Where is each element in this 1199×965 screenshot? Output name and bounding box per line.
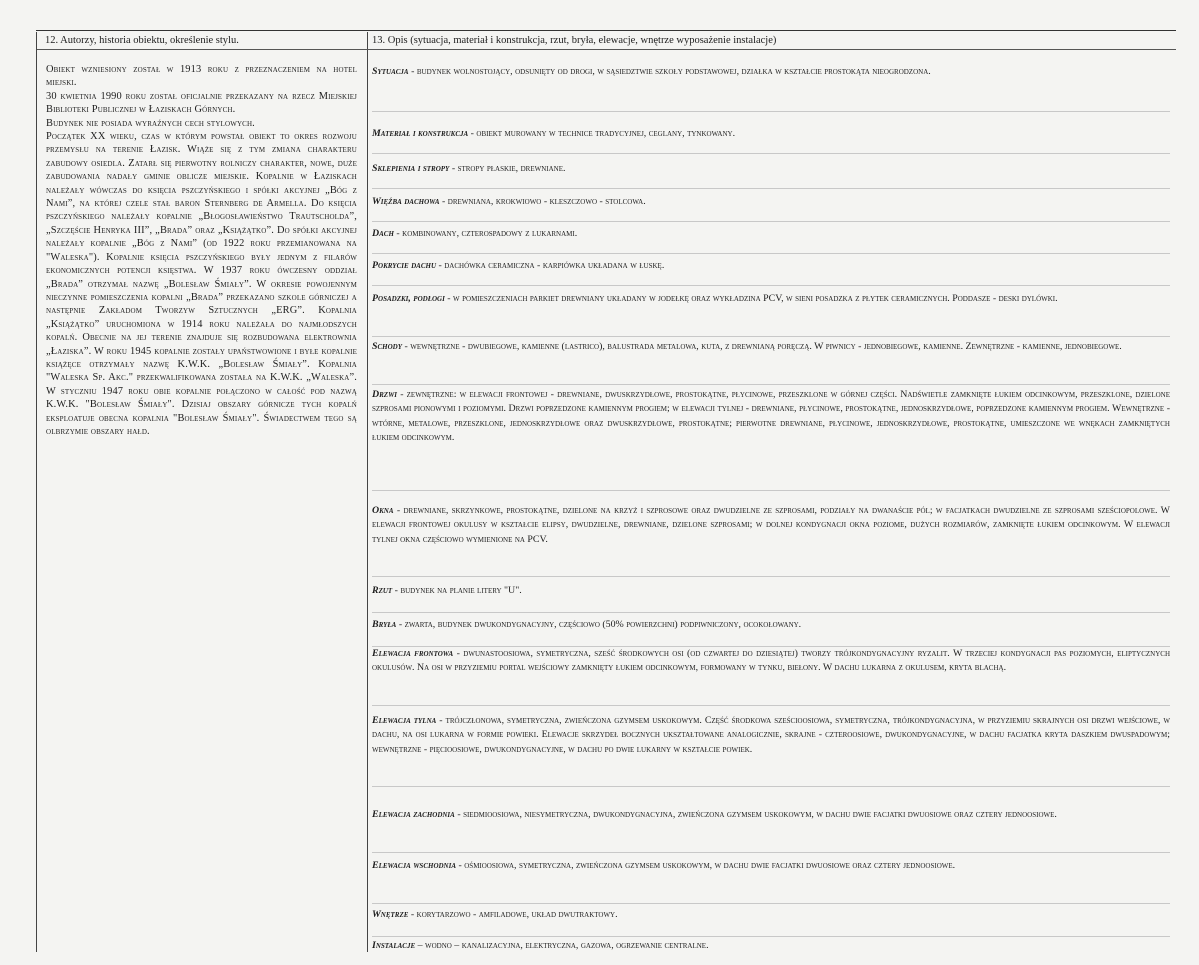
- entry-text: zwarta, budynek dwukondygnacyjny, częściowo (50% powierzchni) podpiwniczony, ocokołowany.: [404, 619, 802, 630]
- entry-pokrycie: Pokrycie dachu - dachówka ceramiczna - karpiówka układana w łuskę.: [372, 259, 1170, 286]
- entry-elewacja-tylna: Elewacja tylna - trójczłonowa, symetryczna, zwieńczona gzymsem uskokowym. Część środkowa sześcioosiowa, symetryczna, trójkondygnacyjna, w przyziemiu skrajnych osi drzwi wejściowe, w dachu, na osi lukarna w formie powieki. Elewacje skrzydeł bocznych ukształtowane analogicznie, skrajne - czteroosiowe, dwukondygnacyjne, w dachu facjatka kryta daszkiem dwuspadowym; wewnętrzne - pięcioosiowe, dwukondygnacyjne, w dachu po dwie lukarny w kształcie powiek.: [372, 714, 1170, 787]
- entry-key: Elewacja zachodnia: [372, 809, 455, 820]
- entry-key: Okna: [372, 505, 394, 516]
- entry-sklepienia: Sklepienia i stropy - stropy płaskie, drewniane.: [372, 162, 1170, 189]
- entry-text: stropy płaskie, drewniane.: [457, 163, 566, 174]
- entry-text: obiekt murowany w technice tradycyjnej, ceglany, tynkowany.: [476, 128, 736, 139]
- history-paragraph: Początek XX wieku, czas w którym powstał obiekt to okres rozwoju przemysłu na terenie Łazisk. Wiąże się z tym zmiana charakteru zabudowy osiedla. Zatarł się pierwotny rolniczy charakter, nowe, duże zabudowania nadały gminie oblicze miejskie. Kopalnie w Łaziskach należały wówczas do księcia pszczyńskiego i spółki akcyjnej „Bóg z Nami”, na której czele stał baron Sternberg de Armella. Do księcia pszczyńskiego należały kopalnie „Błogosławieństwo Trautscholda”, „Szczęście Henryka III”, „Brada” oraz „Książątko”. Do spółki akcyjnej należały kopalnie „Bóg z Nami” (od 1922 roku przemianowana na "Waleska"). Kopalnie księcia pszczyńskiego były jednym z filarów ekonomicznych potencji księstwa. W 1937 roku ówczesny oddział „Brada” otrzymał nazwę „Bolesław Śmiały”. W okresie powojennym nieczynne pomieszczenia kopalni „Brada” przekazano szkole górniczej a następnie Zakładom Tworzyw Sztucznych „ERG”. Kopalnia „Książątko” uruchomiona w 1914 roku należała do najmłodszych kopalń. Obecnie na jej terenie znajduje się rozbudowana elektrownia „Łaziska”. W roku 1945 kopalnie zostały upaństwowione i byłe kopalnie książęce otrzymały nazwę K.W.K. „Bolesław Śmiały”. Kopalnia "Waleska Sp. Akc." przekwalifikowana została na K.W.K. „Waleska”. W styczniu 1947 roku obie kopalnie połączono w całość pod nazwą K.W.K. "Bolesław Śmiały". Dzisiaj obszary górnicze tych kopalń eksploatuje obecna kopalnia "Bolesław Śmiały". Świadectwem tego są olbrzymie obszary hałd.: [46, 131, 357, 437]
- entry-key: Sklepienia i stropy: [372, 163, 450, 174]
- entry-instalacje: [372, 939, 1170, 965]
- entry-drzwi: Drzwi - zewnętrzne: w elewacji frontowej - drewniane, dwuskrzydłowe, prostokątne, płycinowe, przeszklone w górnej części. Nadświetle zamknięte łukiem odcinkowym, przeszklone, dzielone szprosami pionowymi i poziomymi. Drzwi poprzedzone kamiennym progiem; w elewacji tylnej - drewniane, płycinowe, prostokątne, jednoskrzydłowe, poprzedzone kamiennym progiem. Wewnętrzne - wtórne, metalowe, przeszklone, jednoskrzydłowe oraz dwuskrzydłowe, prostokątne; pierwotne drewniane, płycinowe, jednoskrzydłowe, prostokątne, umieszczone we wnękach zamkniętych łukiem odcinkowym.: [372, 388, 1170, 491]
- entry-key: Elewacja tylna: [372, 715, 437, 726]
- entry-text: w pomieszczeniach parkiet drewniany układany w jodełkę oraz wykładzina PCV, w sieni posadzka z płytek ceramicznych. Poddasze - deski dylówki.: [453, 293, 1058, 304]
- section-12-column: [36, 32, 368, 952]
- entry-material: Materiał i konstrukcja - obiekt murowany w technice tradycyjnej, ceglany, tynkowany.: [372, 127, 1170, 154]
- entry-key: Posadzki, podłogi: [372, 293, 445, 304]
- entry-text: budynek wolnostojący, odsunięty od drogi, w sąsiedztwie szkoły podstawowej, działka w kształcie prostokąta nieogrodzona.: [416, 66, 931, 77]
- entry-okna: Okna - drewniane, skrzynkowe, prostokątne, dzielone na krzyż i szprosowe oraz dwudzielne ze szprosami, podziały na dwanaście pól; w facjatkach dwudzielne ze szprosami sześciopolowe. W elewacji frontowej okulusy w kształcie elipsy, dwudzielne, drewniane, dzielone szprosami; w dolnej kondygnacji okna poziome, dużych rozmiarów, zamknięte łukiem odcinkowym. W elewacji tylnej okna częściowo wymienione na PCV.: [372, 504, 1170, 577]
- entry-text: budynek na planie litery "U".: [400, 585, 522, 596]
- history-paragraph: Obiekt wzniesiony został w 1913 roku z przeznaczeniem na hotel miejski.: [46, 64, 357, 89]
- history-text: [46, 63, 357, 438]
- entry-key: Sytuacja: [372, 66, 409, 77]
- section-13-header: 13. Opis (sytuacja, materiał i konstrukcja, rzut, bryła, elewacje, wnętrze wyposażenie instalacje): [366, 32, 1176, 50]
- history-paragraph: 30 kwietnia 1990 roku został oficjalnie przekazany na rzecz Miejskiej Biblioteki Publicznej w Łaziskach Górnych.: [46, 90, 357, 116]
- entry-key: Pokrycie dachu: [372, 260, 436, 271]
- entry-wnetrze: Wnętrze - korytarzowo - amfiladowe, układ dwutraktowy.: [372, 908, 1170, 937]
- entry-key: Wnętrze: [372, 909, 409, 920]
- entry-bryla: Bryła - zwarta, budynek dwukondygnacyjny, częściowo (50% powierzchni) podpiwniczony, ocokołowany.: [372, 618, 1170, 647]
- entry-key: Elewacja frontowa: [372, 648, 454, 659]
- entry-key: Materiał i konstrukcja: [372, 128, 469, 139]
- entry-elewacja-frontowa: Elewacja frontowa - dwunastoosiowa, symetryczna, sześć środkowych osi (od czwartej do dziesiątej) tworzy trójkondygnacyjny ryzalit. W trzeciej kondygnacji pas poziomych, eliptycznych okulusów. Na osi w przyziemiu portal wejściowy zamknięty łukiem odcinkowym, formowany w tynku, biełony. W dachu lukarna z okulusem, kryta blachą.: [372, 647, 1170, 706]
- entry-key: Rzut: [372, 585, 393, 596]
- entry-schody: Schody - wewnętrzne - dwubiegowe, kamienne (lastrico), balustrada metalowa, kuta, z drewnianą poręczą. W piwnicy - jednobiegowe, kamienne. Zewnętrzne - kamienne, jednobiegowe.: [372, 340, 1170, 385]
- entry-wiezba: Więźba dachowa - drewniana, krokwiowo - kleszczowo - stolcowa.: [372, 195, 1170, 222]
- entry-text: trójczłonowa, symetryczna, zwieńczona gzymsem uskokowym. Część środkowa sześcioosiowa, symetryczna, trójkondygnacyjna, w przyziemiu skrajnych osi drzwi wejściowe, w dachu, na osi lukarna w formie powieki. Elewacje skrzydeł bocznych ukształtowane analogicznie, skrajne - czteroosiowe, dwukondygnacyjne, w dachu facjatka kryta daszkiem dwuspadowym; wewnętrzne - pięcioosiowe, dwukondygnacyjne, w dachu po dwie lukarny w kształcie powiek.: [372, 715, 1170, 755]
- entry-posadzki: Posadzki, podłogi - w pomieszczeniach parkiet drewniany układany w jodełkę oraz wykładzina PCV, w sieni posadzka z płytek ceramicznych. Poddasze - deski dylówki.: [372, 292, 1170, 337]
- entry-text: korytarzowo - amfiladowe, układ dwutraktowy.: [416, 909, 618, 920]
- entry-text: drewniane, skrzynkowe, prostokątne, dzielone na krzyż i szprosowe oraz dwudzielne ze szprosami, podziały na dwanaście pól; w facjatkach dwudzielne ze szprosami sześciopolowe. W elewacji frontowej okulusy w kształcie elipsy, dwudzielne, drewniane, dzielone szprosami; w dolnej kondygnacji okna poziome, dużych rozmiarów, zamknięte łukiem odcinkowym. W elewacji tylnej okna częściowo wymienione na PCV.: [372, 505, 1170, 545]
- history-paragraph: Budynek nie posiada wyraźnych cech stylowych.: [46, 117, 255, 129]
- entry-key: Elewacja wschodnia: [372, 860, 457, 871]
- entry-text: siedmioosiowa, niesymetryczna, dwukondygnacyjna, zwieńczona gzymsem uskokowym, w dachu dwie facjatki dwuosiowe oraz cztery jednoosiowe.: [463, 809, 1057, 820]
- entry-key: Instalacje: [372, 940, 416, 951]
- entry-text: kombinowany, czterospadowy z lukarnami.: [402, 228, 578, 239]
- entry-rzut: Rzut - budynek na planie litery "U".: [372, 584, 1170, 613]
- entry-elewacja-wschodnia: Elewacja wschodnia - ośmioosiowa, symetryczna, zwieńczona gzymsem uskokowym, w dachu dwie facjatki dwuosiowe oraz cztery jednoosiowe.: [372, 859, 1170, 904]
- entry-text: ośmioosiowa, symetryczna, zwieńczona gzymsem uskokowym, w dachu dwie facjatki dwuosiowe oraz cztery jednoosiowe.: [464, 860, 956, 871]
- section-12-header: 12. Autorzy, historia obiektu, określenie stylu.: [37, 32, 367, 50]
- entry-text: wewnętrzne - dwubiegowe, kamienne (lastrico), balustrada metalowa, kuta, z drewnianą poręczą. W piwnicy - jednobiegowe, kamienne. Zewnętrzne - kamienne, jednobiegowe.: [410, 341, 1122, 352]
- entry-key: Drzwi: [372, 389, 398, 400]
- top-rule: [36, 30, 1176, 31]
- entry-elewacja-zachodnia: Elewacja zachodnia - siedmioosiowa, niesymetryczna, dwukondygnacyjna, zwieńczona gzymsem uskokowym, w dachu dwie facjatki dwuosiowe oraz cztery jednoosiowe.: [372, 808, 1170, 853]
- entry-sytuacja: Sytuacja - budynek wolnostojący, odsunięty od drogi, w sąsiedztwie szkoły podstawowej, działka w kształcie prostokąta nieogrodzona.: [372, 65, 1170, 112]
- entry-key: Schody: [372, 341, 402, 352]
- section-13-column: [366, 32, 1176, 952]
- entry-text: zewnętrzne: w elewacji frontowej - drewniane, dwuskrzydłowe, prostokątne, płycinowe, przeszklone w górnej części. Nadświetle zamknięte łukiem odcinkowym, przeszklone, dzielone szprosami pionowymi i poziomymi. Drzwi poprzedzone kamiennym progiem; w elewacji tylnej - drewniane, płycinowe, prostokątne, jednoskrzydłowe, poprzedzone kamiennym progiem. Wewnętrzne - wtórne, metalowe, przeszklone, jednoskrzydłowe oraz dwuskrzydłowe, prostokątne; pierwotne drewniane, płycinowe, jednoskrzydłowe, prostokątne, umieszczone we wnękach zamkniętych łukiem odcinkowym.: [372, 389, 1170, 444]
- entry-dash: –: [415, 940, 426, 951]
- entry-key: Więźba dachowa: [372, 196, 440, 207]
- entry-text: dwunastoosiowa, symetryczna, sześć środkowych osi (od czwartej do dziesiątej) tworzy trójkondygnacyjny ryzalit. W trzeciej kondygnacji pas poziomych, eliptycznych okulusów. Na osi w przyziemiu portal wejściowy zamknięty łukiem odcinkowym, formowany w tynku, biełony. W dachu lukarna z okulusem, kryta blachą.: [372, 648, 1170, 674]
- entry-key: Bryła: [372, 619, 397, 630]
- entry-dach: Dach - kombinowany, czterospadowy z lukarnami.: [372, 227, 1170, 254]
- entry-text: drewniana, krokwiowo - kleszczowo - stolcowa.: [447, 196, 646, 207]
- entry-text: wodno – kanalizacyjna, elektryczna, gazowa, ogrzewanie centralne.: [425, 940, 709, 951]
- entry-text: dachówka ceramiczna - karpiówka układana w łuskę.: [444, 260, 665, 271]
- entry-key: Dach: [372, 228, 394, 239]
